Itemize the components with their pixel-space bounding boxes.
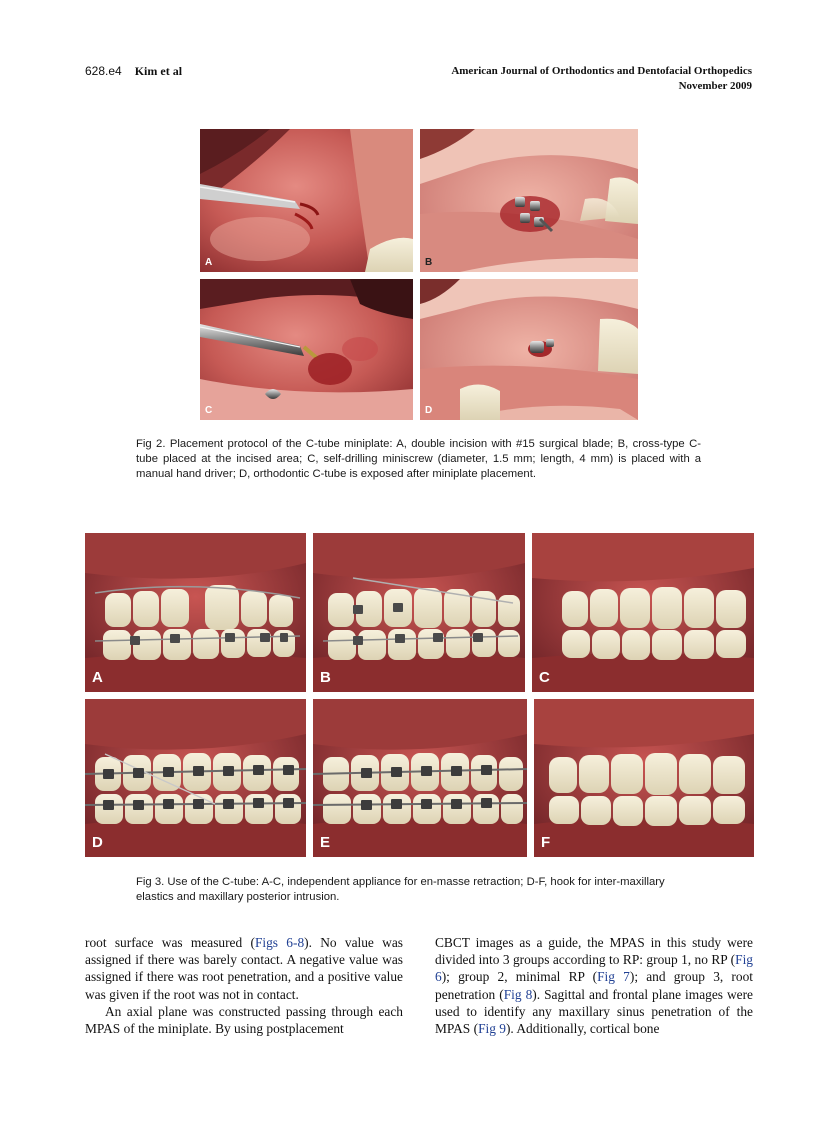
panel-label: B [425, 257, 433, 268]
fig3-photo-f [534, 699, 754, 857]
running-header-right [451, 64, 752, 94]
figure-link[interactable]: Fig 8 [503, 986, 533, 1002]
paragraph [435, 934, 753, 1037]
journal-title: American Journal of Orthodontics and Dentofacial Orthopedics [451, 65, 752, 77]
text-run: ); group 2, minimal RP ( [441, 969, 598, 985]
text-run: ). Additionally, cortical bone [505, 1021, 660, 1037]
issue-date: November 2009 [678, 80, 752, 92]
panel-label: D [425, 405, 433, 416]
fig3-photo-c [532, 533, 754, 692]
panel-label: D [92, 834, 103, 851]
panel-label: B [320, 669, 331, 686]
figure-link[interactable]: Fig 9 [478, 1021, 506, 1037]
text-run: ). Sagittal and frontal plane images were used to identify any maxillary sinus penetration of the MPAS ( [435, 986, 754, 1037]
paragraph: An axial plane was constructed passing through each MPAS of the miniplate. By using postplacement [85, 1003, 403, 1037]
text-run: ). No value was assigned if there was barely contact. A negative value was assigned if there was root penetration, and a positive value was given if the root was not in contact. [85, 935, 403, 1002]
fig3-photo-a [85, 533, 306, 692]
body-column-right [435, 934, 753, 1037]
fig2-caption: Fig 2. Placement protocol of the C-tube miniplate: A, double incision with #15 surgical blade; B, cross-type C-tube placed at the incised area; C, self-drilling miniscrew (diameter, 1.5 mm; length, 4 mm) is placed with a manual hand driver; D, orthodontic C-tube is exposed after miniplate placement. [136, 438, 701, 480]
fig3-caption: Fig 3. Use of the C-tube: A-C, independent appliance for en-masse retraction; D-F, hook for inter-maxillary elastics and maxillary posterior intrusion. [136, 876, 665, 903]
panel-label: A [205, 257, 213, 268]
paragraph [85, 934, 403, 1003]
fig2-photo-d [420, 279, 638, 420]
panel-label: F [541, 834, 551, 851]
panel-label: E [320, 834, 331, 851]
fig3-photo-d [85, 699, 306, 857]
running-header-left [85, 64, 182, 79]
fig3-photo-b [313, 533, 525, 692]
body-column-left [85, 934, 403, 1037]
fig3-photo-e [313, 699, 527, 857]
figure-link[interactable]: Fig 6 [435, 952, 753, 985]
panel-label: C [205, 405, 213, 416]
panel-label: C [539, 669, 550, 686]
panel-label: A [92, 669, 103, 686]
page-number: 628.e4 [85, 64, 122, 78]
figure-link[interactable]: Fig 7 [597, 969, 630, 985]
text-run: CBCT images as a guide, the MPAS in this study were divided into 3 groups according to RP: group 1, no RP ( [435, 935, 753, 968]
fig2-photo-c [200, 279, 413, 420]
fig2-photo-b [420, 129, 638, 272]
figure-link[interactable]: Figs 6-8 [254, 935, 305, 950]
text-run: ); and group 3, root penetration ( [435, 969, 753, 1002]
fig2-photo-a [200, 129, 413, 272]
author-line: Kim et al [134, 64, 183, 78]
text-run: root surface was measured ( [85, 935, 255, 950]
